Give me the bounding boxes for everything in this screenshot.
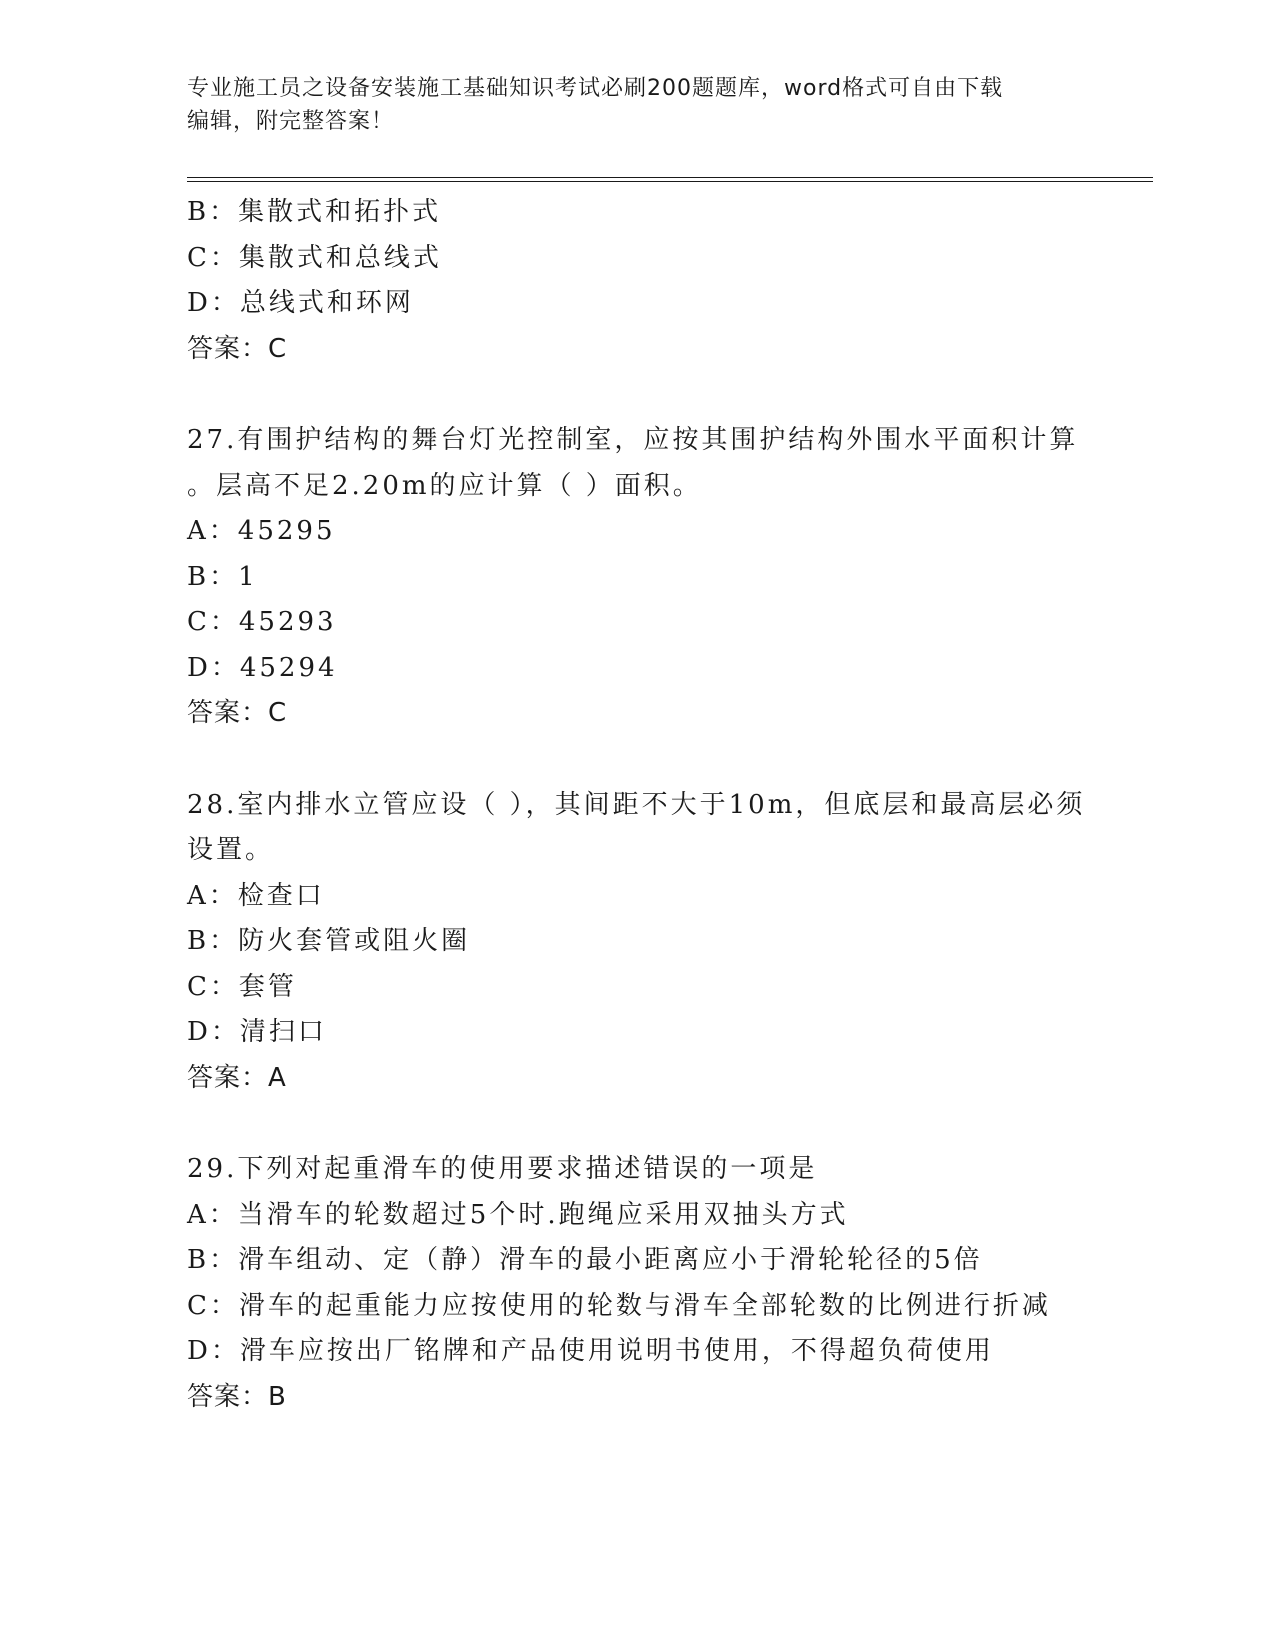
- option-c: C：45293: [187, 607, 337, 637]
- option-a: A：45295: [187, 516, 336, 546]
- option-d: D：清扫口: [187, 1017, 327, 1047]
- spacer: [187, 372, 1147, 418]
- spacer: [187, 737, 1147, 783]
- option-b: B：集散式和拓扑式: [187, 197, 442, 227]
- question-stem-line: 29.下列对起重滑车的使用要求描述错误的一项是: [187, 1154, 818, 1184]
- question-stem-line: 。层高不足2.20m的应计算（ ）面积。: [187, 470, 702, 501]
- question-28: [187, 783, 1147, 1102]
- option-d: D：45294: [187, 652, 338, 683]
- option-b: B：1: [187, 561, 258, 592]
- answer-line: 答案：C: [187, 698, 288, 728]
- option-c: C：滑车的起重能力应按使用的轮数与滑车全部轮数的比例进行折减: [187, 1290, 1051, 1321]
- option-a: A：检查口: [187, 880, 325, 911]
- header-divider: [187, 177, 1153, 182]
- page-header: [187, 72, 1087, 138]
- header-title-line2: 编辑，附完整答案！: [187, 109, 395, 134]
- option-a: A：当滑车的轮数超过5个时.跑绳应采用双抽头方式: [187, 1199, 849, 1230]
- document-body: [187, 190, 1147, 1420]
- question-stem-line: 28.室内排水立管应设（ ），其间距不大于10m，但底层和最高层必须: [187, 789, 1086, 820]
- question-stem-line: 27.有围护结构的舞台灯光控制室，应按其围护结构外围水平面积计算: [187, 425, 1079, 455]
- answer-line: 答案：A: [187, 1062, 287, 1093]
- question-27: [187, 418, 1147, 737]
- option-c: C：集散式和总线式: [187, 242, 442, 273]
- answer-line: 答案：C: [187, 333, 288, 364]
- option-b: B：防火套管或阻火圈: [187, 926, 471, 956]
- question-29: [187, 1147, 1147, 1420]
- answer-line: 答案：B: [187, 1381, 287, 1412]
- spacer: [187, 1101, 1147, 1147]
- option-d: D：滑车应按出厂铭牌和产品使用说明书使用，不得超负荷使用: [187, 1336, 994, 1366]
- option-d: D：总线式和环网: [187, 288, 414, 318]
- header-title-line1: 专业施工员之设备安装施工基础知识考试必刷200题题库，word格式可自由下载: [187, 76, 1004, 101]
- option-c: C：套管: [187, 971, 297, 1002]
- option-b: B：滑车组动、定（静）滑车的最小距离应小于滑轮轮径的5倍: [187, 1245, 983, 1275]
- question-stem-line: 设置。: [187, 835, 275, 865]
- prev-question-block: [187, 190, 1147, 372]
